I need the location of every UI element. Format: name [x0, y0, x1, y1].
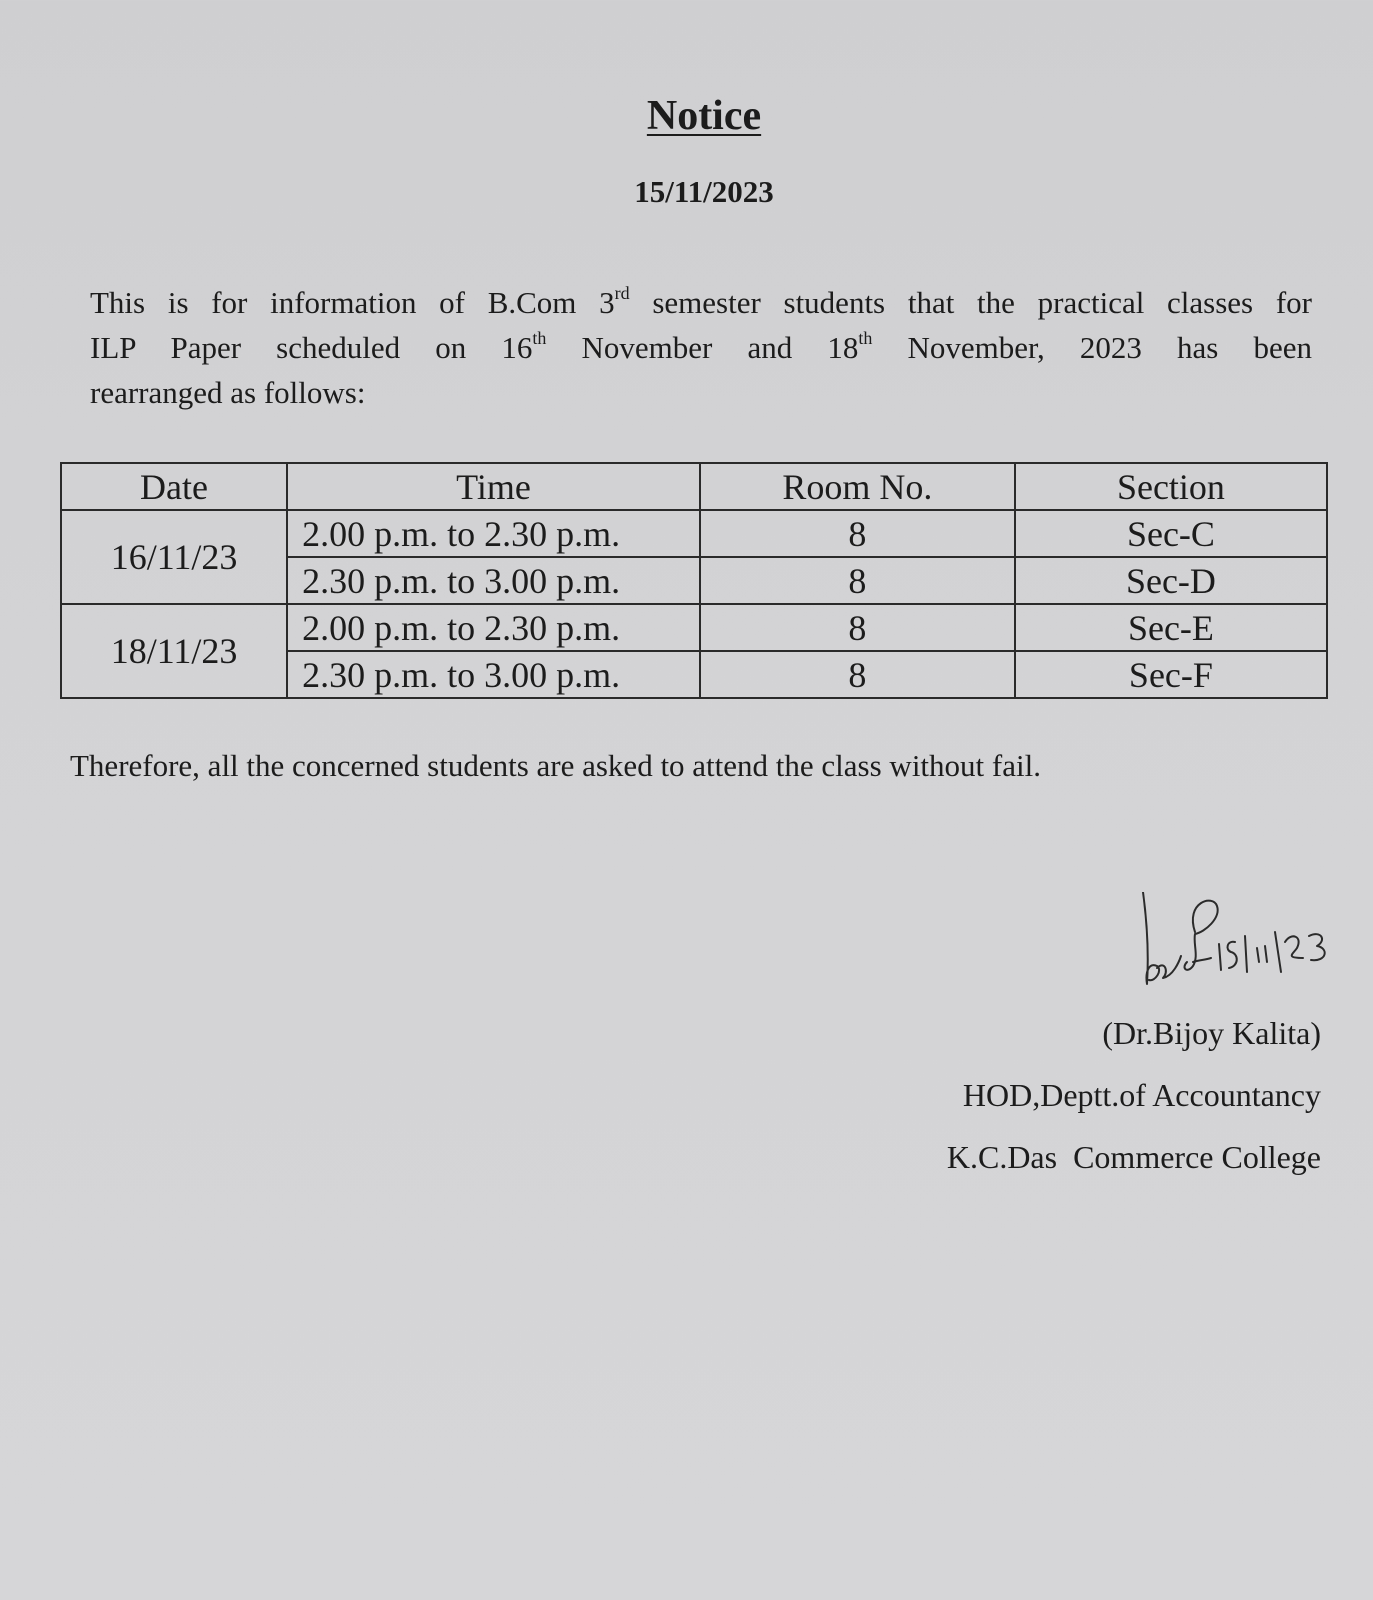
cell-room: 8: [700, 651, 1015, 698]
cell-time: 2.00 p.m. to 2.30 p.m.: [287, 510, 700, 557]
handwritten-signature: [1135, 892, 1335, 1002]
header-section: Section: [1015, 463, 1327, 510]
intro-superscript: th: [532, 328, 547, 348]
intro-line-1: [90, 280, 1312, 325]
cell-section: Sec-F: [1015, 651, 1327, 698]
header-time: Time: [287, 463, 700, 510]
intro-superscript: th: [858, 328, 873, 348]
intro-text: ILP Paper scheduled on 16: [90, 330, 533, 365]
intro-text: November, 2023 has been: [872, 330, 1312, 365]
header-date: Date: [61, 463, 287, 510]
intro-text: This is for information of B.Com 3: [90, 285, 615, 320]
header-room: Room No.: [700, 463, 1015, 510]
closing-paragraph: Therefore, all the concerned students are asked to attend the class without fail.: [70, 748, 1041, 783]
table-header-row: [61, 463, 1327, 510]
cell-date: 18/11/23: [61, 604, 287, 698]
notice-date: 15/11/2023: [634, 174, 774, 209]
intro-superscript: rd: [614, 283, 630, 303]
intro-text: semester students that the practical classes for: [629, 285, 1312, 320]
intro-line-3: rearranged as follows:: [90, 375, 366, 410]
signatory-institution: K.C.Das Commerce College: [946, 1139, 1321, 1175]
cell-section: Sec-C: [1015, 510, 1327, 557]
intro-text: November and 18: [546, 330, 859, 365]
cell-room: 8: [700, 557, 1015, 604]
schedule-table: [60, 462, 1328, 699]
cell-date: 16/11/23: [61, 510, 287, 604]
intro-paragraph: [90, 280, 1312, 415]
cell-room: 8: [700, 604, 1015, 651]
cell-section: Sec-E: [1015, 604, 1327, 651]
intro-line-2: [90, 325, 1312, 370]
notice-title: Notice: [646, 93, 762, 139]
cell-time: 2.00 p.m. to 2.30 p.m.: [287, 604, 700, 651]
table-row: [61, 604, 1327, 651]
signatory-name: (Dr.Bijoy Kalita): [1102, 1015, 1321, 1051]
signatory-designation: HOD,Deptt.of Accountancy: [962, 1077, 1321, 1113]
cell-time: 2.30 p.m. to 3.00 p.m.: [287, 557, 700, 604]
cell-room: 8: [700, 510, 1015, 557]
table-row: [61, 510, 1327, 557]
signatory-block: [947, 1002, 1321, 1188]
cell-section: Sec-D: [1015, 557, 1327, 604]
cell-time: 2.30 p.m. to 3.00 p.m.: [287, 651, 700, 698]
